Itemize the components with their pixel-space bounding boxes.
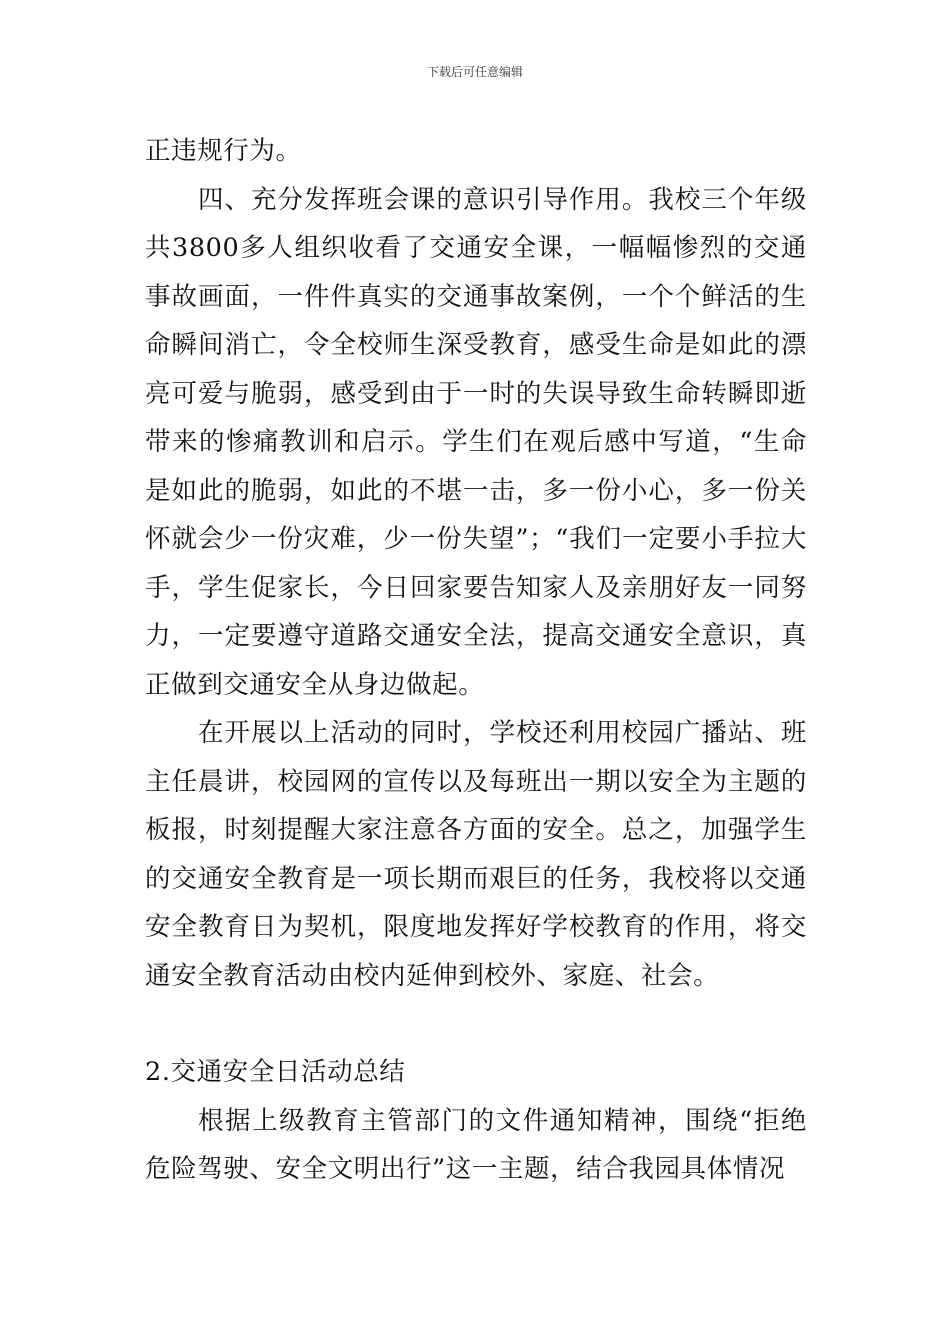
paragraph-other-activities: 在开展以上活动的同时，学校还利用校园广播站、班主任晨讲，校园网的宣传以及每班出一期以安全为主题的板报，时刻提醒大家注意各方面的安全。总之，加强学生的交通安全教育是一项长期而艰巨的任务，我校将以交通安全教育日为契机，限度地发挥好学校教育的作用，将交通安全教育活动由校内延伸到校外、家庭、社会。 xyxy=(145,718,807,991)
paragraph-section-intro: 根据上级教育主管部门的文件通知精神，围绕“拒绝危险驾驶、安全文明出行”这一主题，结合我园具体情况 xyxy=(145,1105,807,1184)
document-body xyxy=(145,127,807,1194)
section-heading: 2.交通安全日活动总结 xyxy=(145,1057,406,1087)
paragraph-class-meeting: 四、充分发挥班会课的意识引导作用。我校三个年级共3800多人组织收看了交通安全课，一幅幅惨烈的交通事故画面，一件件真实的交通事故案例，一个个鲜活的生命瞬间消亡，令全校师生深受教育，感受生命是如此的漂亮可爱与脆弱，感受到由于一时的失误导致生命转瞬即逝带来的惨痛教训和启示。学生们在观后感中写道，“生命是如此的脆弱，如此的不堪一击，多一份小心，多一份关怀就会少一份灾难，少一份失望”；“我们一定要小手拉大手，学生促家长，今日回家要告知家人及亲朋好友一同努力，一定要遵守道路交通安全法，提高交通安全意识，真正做到交通安全从身边做起。 xyxy=(145,184,807,700)
page-header-note: 下载后可任意编辑 xyxy=(426,65,523,79)
paragraph-continuation: 正违规行为。 xyxy=(145,136,302,166)
